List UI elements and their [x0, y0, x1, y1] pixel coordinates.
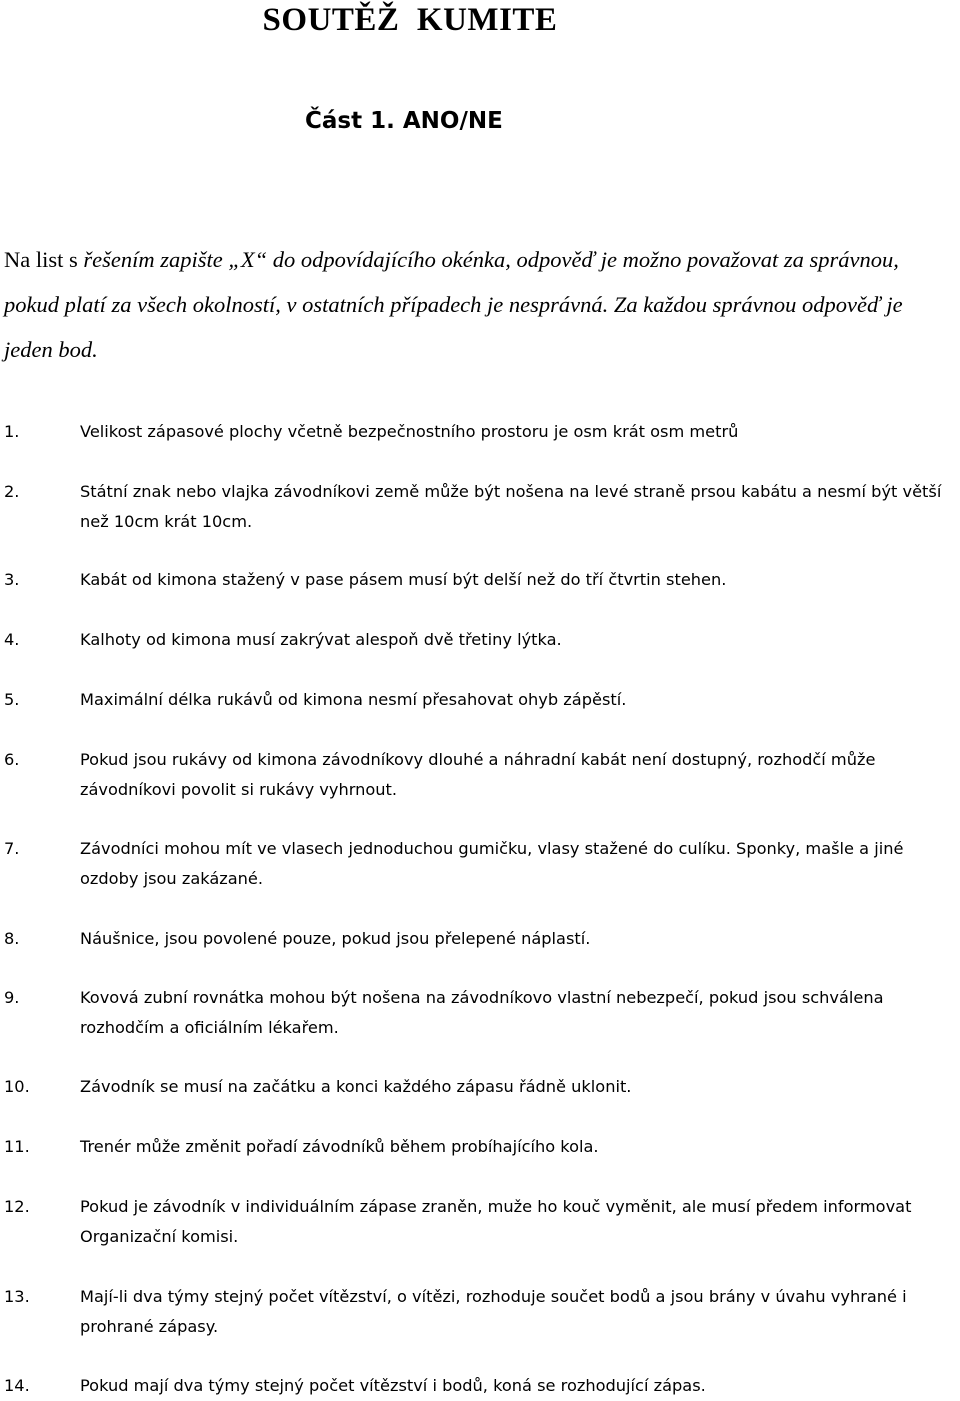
question-number: 6. [4, 750, 20, 769]
question-text: Pokud jsou rukávy od kimona závodníkovy dlouhé a náhradní kabát není dostupný, rozhodčí může závodníkovi povolit si rukávy vyhrnout. [80, 750, 876, 799]
question-number: 10. [4, 1077, 30, 1096]
question-text: Mají-li dva týmy stejný počet vítězství, o vítězi, rozhoduje součet bodů a jsou brány v úvahu vyhrané i prohrané zápasy. [80, 1287, 907, 1336]
question-13 [4, 1282, 960, 1341]
question-text: Závodníci mohou mít ve vlasech jednoduchou gumičku, vlasy stažené do culíku. Sponky, mašle a jiné ozdoby jsou zakázané. [80, 839, 904, 888]
question-number: 5. [4, 690, 20, 709]
question-number: 13. [4, 1287, 30, 1306]
question-number: 14. [4, 1376, 30, 1395]
question-2 [4, 477, 960, 536]
question-text: Státní znak nebo vlajka závodníkovi země může být nošena na levé straně prsou kabátu a nesmí být větší než 10cm krát 10cm. [80, 482, 942, 531]
question-number: 1. [4, 422, 20, 441]
question-number: 9. [4, 988, 20, 1007]
question-4 [4, 625, 960, 655]
question-text: Pokud mají dva týmy stejný počet vítězství i bodů, koná se rozhodující zápas. [80, 1376, 706, 1395]
question-number: 7. [4, 839, 20, 858]
question-3 [4, 565, 960, 595]
instructions-text-end: Za každou správnou odpověď je jeden bod. [4, 292, 903, 362]
question-number: 3. [4, 570, 20, 589]
question-8 [4, 924, 960, 954]
question-text: Pokud je závodník v individuálním zápase zraněn, muže ho kouč vyměnit, ale musí předem informovat Organizační komisi. [80, 1197, 912, 1246]
question-text: Trenér může změnit pořadí závodníků během probíhajícího kola. [80, 1137, 599, 1156]
question-number: 11. [4, 1137, 30, 1156]
question-number: 8. [4, 929, 20, 948]
question-number: 4. [4, 630, 20, 649]
question-text: Velikost zápasové plochy včetně bezpečnostního prostoru je osm krát osm metrů [80, 422, 739, 441]
instructions-paragraph [4, 237, 954, 372]
question-text: Kovová zubní rovnátka mohou být nošena na závodníkovo vlastní nebezpečí, pokud jsou schválena rozhodčím a oficiálním lékařem. [80, 988, 884, 1037]
question-9 [4, 983, 960, 1042]
question-5 [4, 685, 960, 715]
instructions-text-italic: řešením zapište „X“ do odpovídajícího okénka, odpověď je možno považovat za správnou, pokud platí za všech okolností, v ostatních případech je nesprávná. [4, 247, 899, 317]
question-text: Náušnice, jsou povolené pouze, pokud jsou přelepené náplastí. [80, 929, 591, 948]
question-number: 2. [4, 482, 20, 501]
question-14 [4, 1371, 960, 1401]
question-text: Kalhoty od kimona musí zakrývat alespoň dvě třetiny lýtka. [80, 630, 562, 649]
question-12 [4, 1192, 960, 1251]
page-title: SOUTĚŽ KUMITE [262, 2, 558, 38]
question-10 [4, 1072, 960, 1102]
question-7 [4, 834, 960, 893]
instructions-text-start: Na list s [4, 247, 84, 272]
question-1 [4, 417, 960, 447]
question-6 [4, 745, 960, 804]
question-text: Kabát od kimona stažený v pase pásem musí být delší než do tří čtvrtin stehen. [80, 570, 727, 589]
question-text: Maximální délka rukávů od kimona nesmí přesahovat ohyb zápěstí. [80, 690, 627, 709]
question-11 [4, 1132, 960, 1162]
section-title: Část 1. ANO/NE [305, 108, 503, 134]
question-text: Závodník se musí na začátku a konci každého zápasu řádně uklonit. [80, 1077, 632, 1096]
question-number: 12. [4, 1197, 30, 1216]
